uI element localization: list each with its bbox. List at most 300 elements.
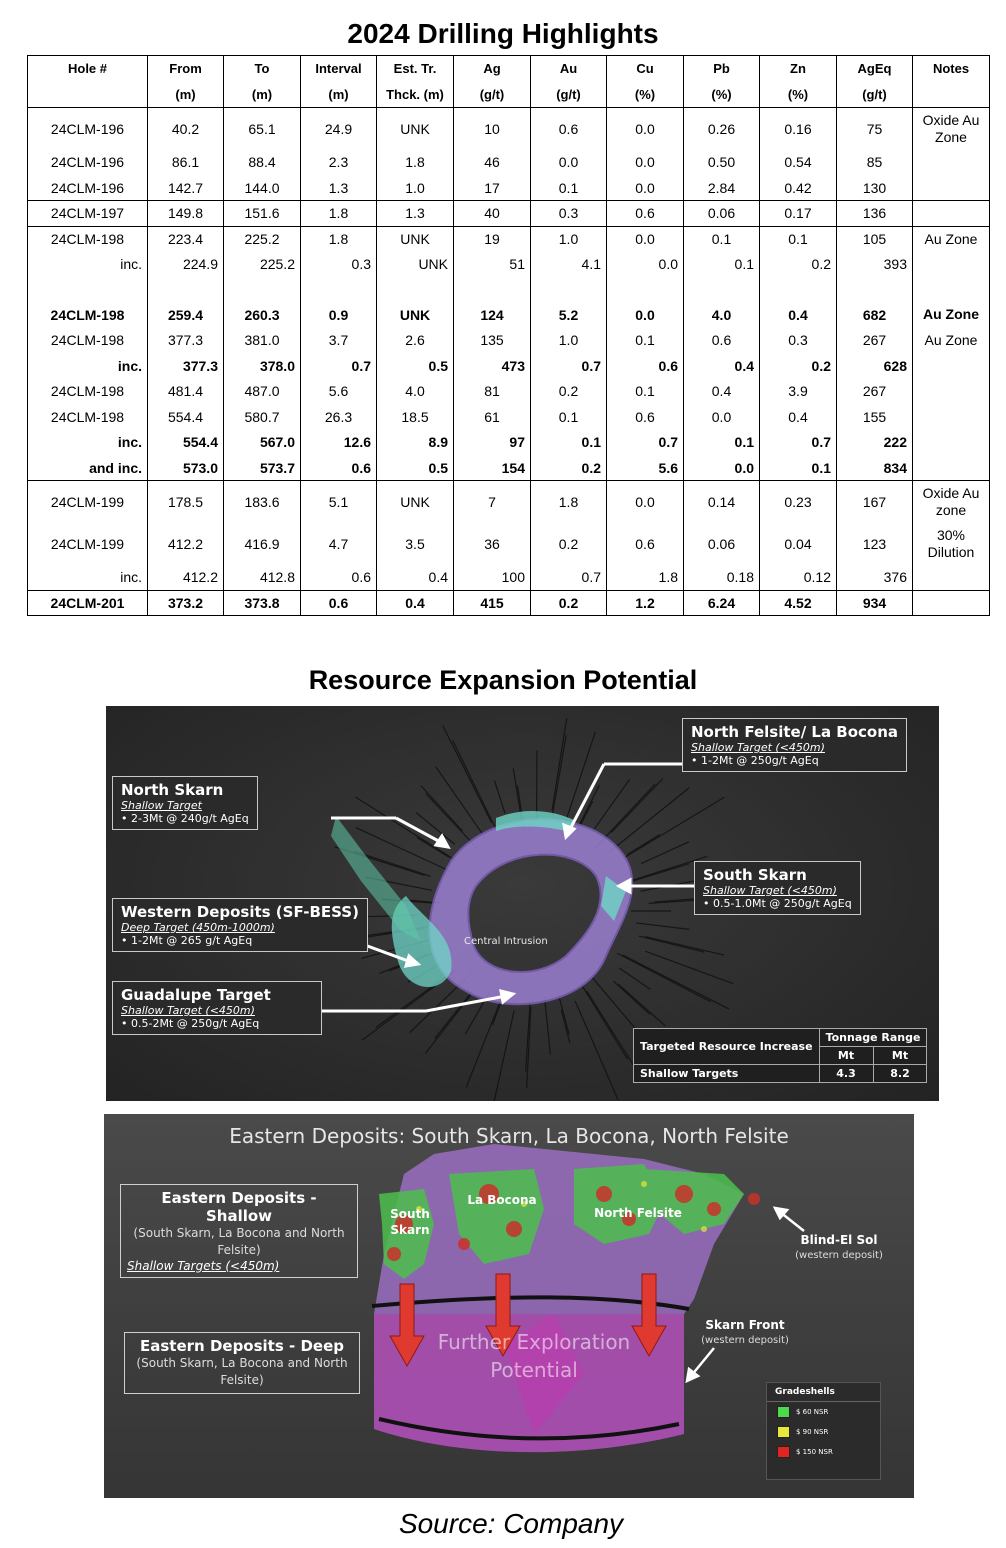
drillhole-line [421,786,463,832]
table-cell: 373.2 [148,590,224,616]
table-title: 2024 Drilling Highlights [347,18,659,49]
notes-cell: Au Zone [913,226,990,252]
table-cell: 85 [837,150,913,176]
targeted-resource-table [633,1028,927,1083]
column-unit: (m) [224,82,301,108]
table-cell: 0.6 [301,590,377,616]
table-cell: 0.7 [607,430,684,456]
legend-item [767,1442,880,1462]
table-cell: inc. [28,353,148,379]
table-cell: 487.0 [224,379,301,405]
table-cell: 123 [837,523,913,565]
table-cell: 24CLM-196 [28,150,148,176]
tri-header: Targeted Resource Increase [634,1029,820,1065]
callout-guadalupe [112,981,322,1035]
table-cell: inc. [28,430,148,456]
notes-cell: Au Zone [913,328,990,354]
figure2-title: Eastern Deposits: South Skarn, La Bocona, North Felsite [229,1124,789,1148]
table-cell: 573.7 [224,455,301,481]
table-cell: 1.0 [531,226,607,252]
table-cell: 2.3 [301,150,377,176]
drillhole-line [617,953,711,1002]
table-cell: 0.7 [301,353,377,379]
table-cell: 416.9 [224,523,301,565]
table-row [28,430,990,456]
table-cell: 0.0 [607,175,684,201]
table-cell: 573.0 [148,455,224,481]
box-note: Shallow Targets (<450m) [127,1259,280,1273]
table-row [28,481,990,523]
table-cell: 0.4 [684,353,760,379]
table-cell: 88.4 [224,150,301,176]
table-cell: 105 [837,226,913,252]
drillhole-line [611,779,663,833]
table-cell: 0.4 [760,302,837,328]
table-cell: 1.8 [301,201,377,227]
table-cell: 0.50 [684,150,760,176]
table-cell: 6.24 [684,590,760,616]
table-cell: 1.8 [531,481,607,523]
legend-label: $ 150 NSR [796,1448,833,1456]
table-cell: 0.1 [531,175,607,201]
table-cell: 18.5 [377,404,454,430]
table-cell: 0.2 [760,252,837,278]
callout-subtitle: Shallow Target (<450m) [121,1004,255,1017]
table-cell: 3.7 [301,328,377,354]
table-cell [684,277,760,302]
table-cell: 8.9 [377,430,454,456]
legend-swatch [777,1406,790,1418]
notes-cell [913,175,990,201]
eastern-deposits-figure [104,1114,914,1498]
drillhole-line [619,968,650,989]
table-cell: 0.06 [684,201,760,227]
table-cell: 97 [454,430,531,456]
notes-cell: 30% Dilution [913,523,990,565]
table-cell: UNK [377,252,454,278]
table-cell: 481.4 [148,379,224,405]
table-cell [301,277,377,302]
table-row [28,328,990,354]
column-unit: (%) [607,82,684,108]
drillhole-line [587,991,639,1073]
table-cell: 81 [454,379,531,405]
notes-cell [913,404,990,430]
table-cell: 26.3 [301,404,377,430]
table-cell: 1.8 [301,226,377,252]
table-cell: UNK [377,108,454,150]
table-cell: 415 [454,590,531,616]
table-cell: 0.0 [684,404,760,430]
tri-header: Tonnage Range [819,1029,927,1047]
notes-cell [913,590,990,616]
table-row [28,108,990,150]
table-cell: 223.4 [148,226,224,252]
table-cell: 0.4 [760,404,837,430]
table-row [28,455,990,481]
table-cell: 225.2 [224,252,301,278]
table-cell: 24CLM-198 [28,379,148,405]
table-cell: 4.0 [377,379,454,405]
table-row [28,150,990,176]
notes-cell: Oxide Au Zone [913,108,990,150]
table-cell: 0.1 [684,226,760,252]
table-cell: 0.7 [531,353,607,379]
table-cell: 5.1 [301,481,377,523]
table-cell: 24CLM-199 [28,481,148,523]
column-unit [913,82,990,108]
callout-bullet: • 1-2Mt @ 250g/t AgEq [691,754,898,767]
table-row [28,302,990,328]
table-row [28,175,990,201]
table-cell: inc. [28,252,148,278]
table-cell: 2.6 [377,328,454,354]
table-cell [837,277,913,302]
table-cell: 1.8 [607,565,684,591]
table-cell: 24CLM-198 [28,226,148,252]
legend-label: $ 90 NSR [796,1428,829,1436]
table-cell: 0.0 [607,481,684,523]
column-unit [28,82,148,108]
table-cell: inc. [28,565,148,591]
label-sub: (western deposit) [701,1335,789,1346]
table-cell: and inc. [28,455,148,481]
table-cell: 1.3 [301,175,377,201]
column-header: Ag [454,56,531,82]
drillhole-line [453,741,495,827]
table-cell: 0.3 [301,252,377,278]
table-cell: 0.7 [531,565,607,591]
table-cell: 75 [837,108,913,150]
table-cell: 628 [837,353,913,379]
table-row [28,404,990,430]
callout-north-skarn [112,776,258,830]
tri-low: 4.3 [819,1065,873,1083]
spacer-row [28,277,990,302]
table-cell: 40.2 [148,108,224,150]
table-cell: 4.7 [301,523,377,565]
table-cell: 381.0 [224,328,301,354]
column-header: Hole # [28,56,148,82]
notes-cell [913,353,990,379]
table-cell: 0.2 [531,455,607,481]
table-cell: 554.4 [148,430,224,456]
label-sub: (western deposit) [795,1250,883,1261]
table-cell: 834 [837,455,913,481]
table-cell: 5.6 [607,455,684,481]
table-cell: 0.14 [684,481,760,523]
table-cell: 36 [454,523,531,565]
resource-expansion-map [106,706,939,1101]
further-exploration-label: Further Exploration Potential [437,1330,631,1382]
drillhole-line [545,997,551,1055]
table-cell: 149.8 [148,201,224,227]
table-cell: 0.6 [684,328,760,354]
column-unit: (g/t) [837,82,913,108]
gradeshells-legend [766,1382,881,1480]
table-cell [760,277,837,302]
table-cell: 473 [454,353,531,379]
callout-bullet: • 2-3Mt @ 240g/t AgEq [121,812,249,825]
table-cell: 0.1 [531,430,607,456]
column-unit: (m) [148,82,224,108]
table-cell: 86.1 [148,150,224,176]
deep-deposits-box [124,1332,360,1394]
label-text: Blind-El Sol [800,1233,878,1247]
table-cell [531,277,607,302]
table-cell: 0.2 [531,379,607,405]
table-cell: 0.23 [760,481,837,523]
table-cell: 3.9 [760,379,837,405]
column-header: Notes [913,56,990,82]
drillhole-line [561,1010,570,1043]
callout-south-skarn [694,861,861,915]
legend-title: Gradeshells [767,1383,880,1402]
table-row [28,590,990,616]
table-cell: 0.1 [760,455,837,481]
table-cell: 0.4 [377,590,454,616]
drillhole-line [594,779,629,828]
table-cell: 225.2 [224,226,301,252]
callout-title: Western Deposits (SF-BESS) [121,903,359,921]
table-cell: 0.5 [377,353,454,379]
drillhole-line [625,864,689,884]
table-cell: 24CLM-201 [28,590,148,616]
table-cell: 1.8 [377,150,454,176]
table-cell: 5.2 [531,302,607,328]
drillhole-line [641,842,689,864]
callout-subtitle: Shallow Target (<450m) [703,884,837,897]
notes-cell: Oxide Au zone [913,481,990,523]
table-cell: 51 [454,252,531,278]
column-header: AgEq [837,56,913,82]
table-cell: 0.6 [301,565,377,591]
table-cell: UNK [377,302,454,328]
table-cell: 61 [454,404,531,430]
table-cell: 7 [454,481,531,523]
column-header: Au [531,56,607,82]
notes-cell [913,455,990,481]
column-unit: (%) [684,82,760,108]
legend-swatch [777,1426,790,1438]
tri-row-label: Shallow Targets [634,1065,820,1083]
table-cell: 24CLM-199 [28,523,148,565]
table-cell: 0.9 [301,302,377,328]
table-cell: 0.6 [301,455,377,481]
column-header: Cu [607,56,684,82]
table-cell: 377.3 [148,353,224,379]
table-cell: 2.84 [684,175,760,201]
table-cell: 0.3 [531,201,607,227]
table-cell: 5.6 [301,379,377,405]
table-cell: 580.7 [224,404,301,430]
table-cell: 0.6 [531,108,607,150]
column-unit: (g/t) [531,82,607,108]
table-row [28,379,990,405]
table-cell: 267 [837,328,913,354]
table-cell: 17 [454,175,531,201]
table-cell [148,277,224,302]
table-cell: UNK [377,481,454,523]
table-cell: 0.7 [760,430,837,456]
table-cell: 24CLM-198 [28,302,148,328]
table-cell: 0.0 [607,108,684,150]
drillhole-line [552,735,566,816]
callout-subtitle: Shallow Target [121,799,202,812]
table-cell: 222 [837,430,913,456]
table-cell: 682 [837,302,913,328]
table-cell: 46 [454,150,531,176]
callout-subtitle: Deep Target (450m-1000m) [121,921,275,934]
drillhole-line [494,781,504,814]
callout-western-deposits [112,898,368,952]
tri-unit: Mt [819,1047,873,1065]
tri-high: 8.2 [873,1065,927,1083]
table-cell: 154 [454,455,531,481]
callout-title: North Skarn [121,781,224,799]
drillhole-line [618,984,665,1026]
table-cell: 373.8 [224,590,301,616]
table-cell [377,277,454,302]
drillhole-line [645,951,733,983]
callout-north-felsite [682,718,907,772]
drillhole-line [645,937,724,956]
table-cell: 0.54 [760,150,837,176]
table-cell: 40 [454,201,531,227]
table-cell: 0.0 [607,252,684,278]
table-cell: 1.0 [377,175,454,201]
source-caption: Source: Company [398,1508,624,1539]
drillhole-line [583,987,628,1059]
drillhole-line [627,835,659,855]
table-cell: 934 [837,590,913,616]
table-cell: 376 [837,565,913,591]
table-cell: 24CLM-197 [28,201,148,227]
drillhole-line [552,718,567,811]
table-cell: 554.4 [148,404,224,430]
table-cell: 393 [837,252,913,278]
tri-unit: Mt [873,1047,927,1065]
box-title: Eastern Deposits - Shallow [161,1189,317,1225]
label-skarn-front [690,1317,800,1349]
table-cell: 10 [454,108,531,150]
column-unit: (g/t) [454,82,531,108]
table-cell: 0.4 [684,379,760,405]
column-unit: Thck. (m) [377,82,454,108]
table-cell: 0.4 [377,565,454,591]
figure-title: Resource Expansion Potential [308,665,698,695]
table-cell: 151.6 [224,201,301,227]
table-cell: 24CLM-196 [28,175,148,201]
box-title: Eastern Deposits - Deep [140,1337,344,1355]
table-cell: 0.1 [760,226,837,252]
table-cell: 0.2 [760,353,837,379]
table-cell [454,277,531,302]
drillhole-line [639,936,704,952]
column-unit: (m) [301,82,377,108]
table-cell: 412.2 [148,565,224,591]
table-row [28,252,990,278]
table-cell: 377.3 [148,328,224,354]
table-cell: 1.0 [531,328,607,354]
table-cell: 65.1 [224,108,301,150]
table-cell: 0.1 [531,404,607,430]
header-row [28,56,990,82]
table-cell: 0.1 [607,379,684,405]
drillhole-line [591,977,639,1034]
label-north-felsite: North Felsite [594,1206,682,1220]
column-header: Zn [760,56,837,82]
drillhole-line [575,1001,618,1100]
table-cell: 0.0 [684,455,760,481]
table-cell: 224.9 [148,252,224,278]
table-cell: 3.5 [377,523,454,565]
table-cell: 378.0 [224,353,301,379]
table-row [28,201,990,227]
table-cell: 0.06 [684,523,760,565]
drillhole-line [494,1010,514,1101]
table-cell: 12.6 [301,430,377,456]
table-cell: 0.18 [684,565,760,591]
table-cell: 0.1 [607,328,684,354]
table-cell: 4.52 [760,590,837,616]
table-cell: 0.2 [531,523,607,565]
table-row [28,523,990,565]
table-cell: 0.0 [531,150,607,176]
table-cell: 142.7 [148,175,224,201]
label-blind-el-sol [784,1232,894,1264]
drillhole-line [636,923,689,929]
table-cell [224,277,301,302]
notes-cell [913,379,990,405]
table-cell: 135 [454,328,531,354]
table-cell: 567.0 [224,430,301,456]
label-south-skarn: South Skarn [390,1207,430,1237]
table-cell: 0.6 [607,404,684,430]
table-cell: 0.12 [760,565,837,591]
table-cell [28,277,148,302]
table-cell: 1.2 [607,590,684,616]
table-cell: 412.2 [148,523,224,565]
box-subtitle: (South Skarn, La Bocona and North Felsite) [133,1226,345,1257]
table-cell: 24.9 [301,108,377,150]
legend-label: $ 60 NSR [796,1408,829,1416]
notes-cell [913,252,990,278]
legend-item [767,1422,880,1442]
table-cell: 0.04 [760,523,837,565]
table-cell: 4.1 [531,252,607,278]
callout-bullet: • 0.5-1.0Mt @ 250g/t AgEq [703,897,852,910]
callout-title: Guadalupe Target [121,986,271,1004]
table-cell: 24CLM-198 [28,404,148,430]
table-cell: 136 [837,201,913,227]
table-cell: 0.0 [607,226,684,252]
table-cell [607,277,684,302]
table-cell: 124 [454,302,531,328]
table-cell: 0.3 [760,328,837,354]
table-cell: 1.3 [377,201,454,227]
table-cell: 0.1 [684,252,760,278]
callout-bullet: • 0.5-2Mt @ 250g/t AgEq [121,1017,313,1030]
legend-swatch [777,1446,790,1458]
table-cell: 130 [837,175,913,201]
table-cell: 100 [454,565,531,591]
table-cell: 267 [837,379,913,405]
table-cell: 19 [454,226,531,252]
table-cell: 0.6 [607,523,684,565]
notes-cell [913,565,990,591]
drillhole-line [436,767,485,837]
